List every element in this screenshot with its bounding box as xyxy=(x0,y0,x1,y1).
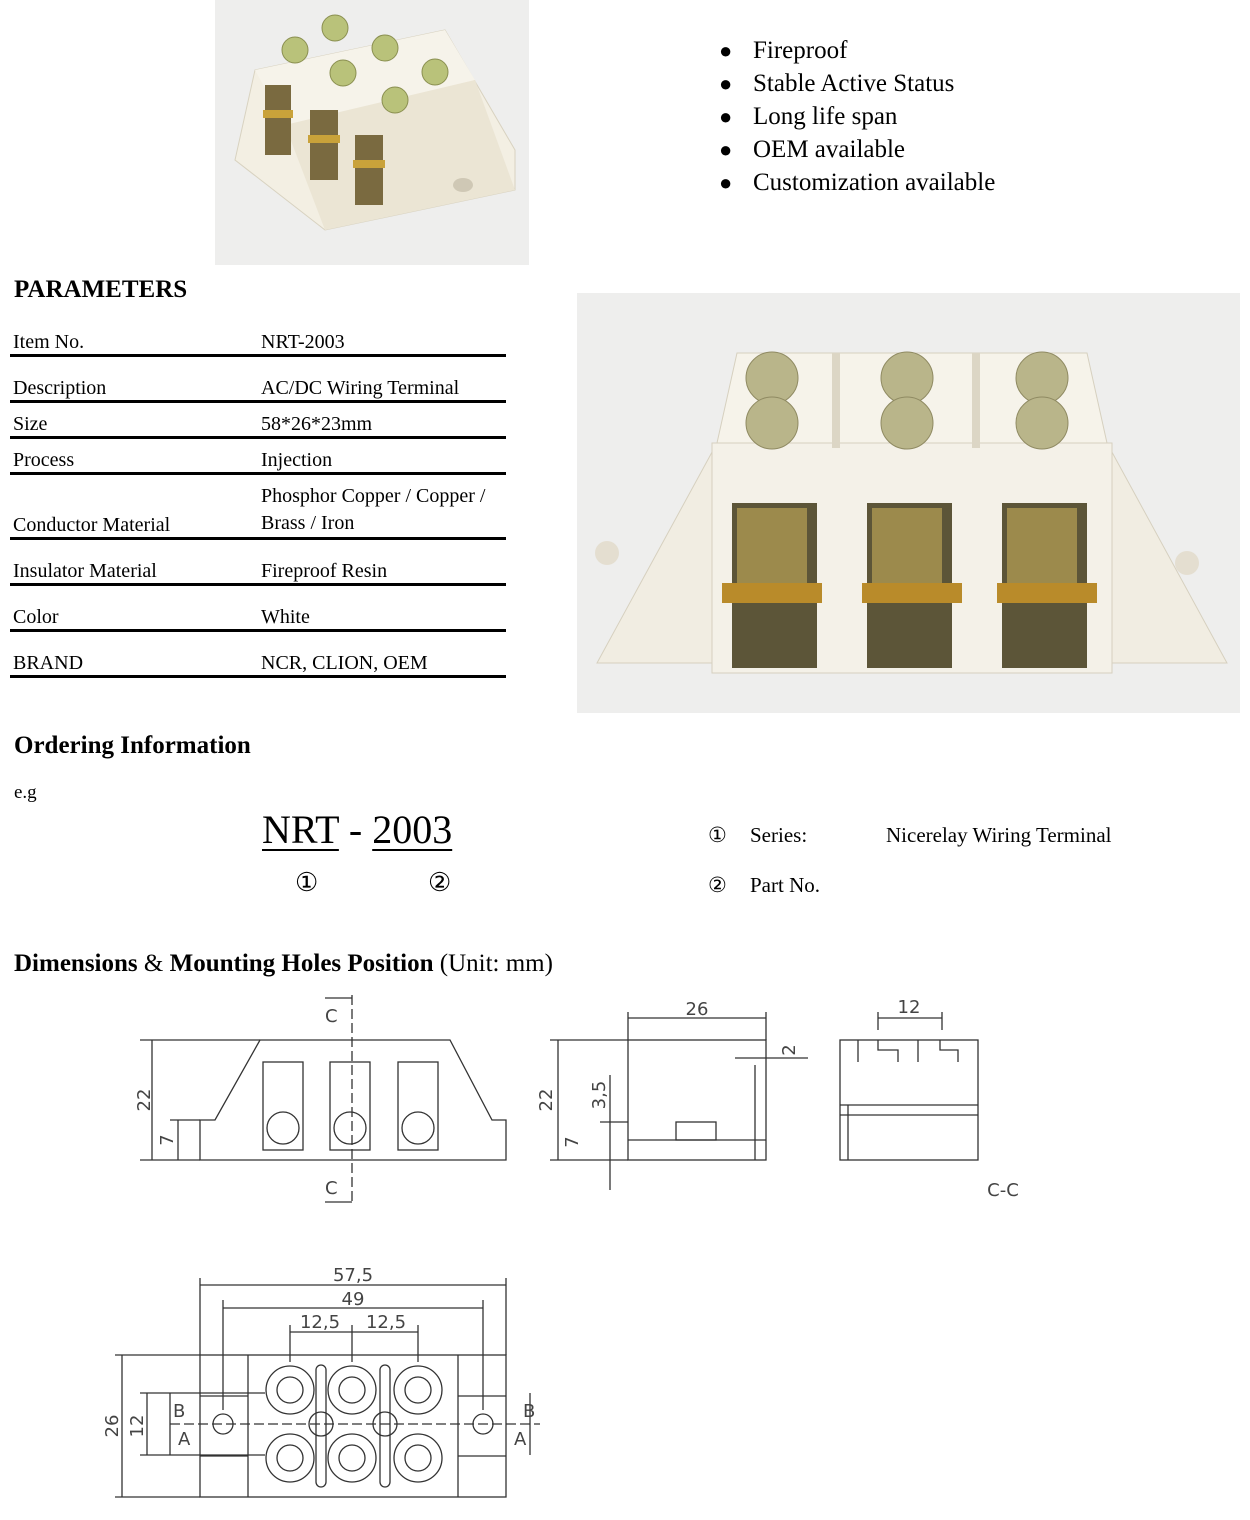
feature-item: ● Fireproof xyxy=(719,37,848,64)
side-height-label: 22 xyxy=(536,1088,557,1112)
example-label: e.g xyxy=(14,782,37,803)
code-series: NRT xyxy=(262,807,339,852)
parameters-heading: PARAMETERS xyxy=(14,276,188,303)
code-mark-1: ① xyxy=(295,868,319,897)
mark-a-right: A xyxy=(514,1429,527,1450)
product-photo-large xyxy=(577,293,1240,713)
table-row: Description AC/DC Wiring Terminal xyxy=(10,355,506,401)
top-pitch-right-label: 12,5 xyxy=(365,1312,407,1333)
front-height-label: 22 xyxy=(134,1088,155,1112)
legend-value-1: Nicerelay Wiring Terminal xyxy=(886,823,1112,847)
ordering-heading: Ordering Information xyxy=(14,732,251,759)
front-base-label: 7 xyxy=(157,1134,178,1146)
mark-a-left: A xyxy=(178,1429,191,1450)
mark-b-left: B xyxy=(173,1401,186,1422)
side-wall-label: 2 xyxy=(779,1044,800,1056)
feature-list xyxy=(715,34,995,199)
legend-mark-1: ① xyxy=(708,823,727,847)
section-mark-top: C xyxy=(325,1006,338,1027)
code-part-no: 2003 xyxy=(372,807,453,852)
feature-item: ● Stable Active Status xyxy=(719,70,955,97)
code-mark-2: ② xyxy=(428,868,452,897)
top-total-label: 57,5 xyxy=(332,1265,374,1286)
legend-mark-2: ② xyxy=(708,873,727,897)
table-row: BRAND NCR, CLION, OEM xyxy=(10,630,506,676)
legend-label-2: Part No. xyxy=(750,873,820,897)
dimensions-heading: Dimensions & Mounting Holes Position (Unit: mm) xyxy=(14,950,553,977)
top-depth-label: 26 xyxy=(102,1414,123,1438)
table-row: Conductor Material Phosphor Copper / Copper / Brass / Iron xyxy=(10,473,506,538)
side-width-label: 26 xyxy=(685,999,709,1020)
table-row: Color White xyxy=(10,584,506,630)
side-inner-label: 3,5 xyxy=(589,1080,610,1110)
legend-label-1: Series: xyxy=(750,823,808,847)
top-pitch-left-label: 12,5 xyxy=(299,1312,341,1333)
top-view xyxy=(115,1278,540,1497)
feature-item: ● Long life span xyxy=(719,103,898,130)
table-row: Item No. NRT-2003 xyxy=(10,322,506,355)
section-mark-bottom: C xyxy=(325,1178,338,1199)
feature-item: ● Customization available xyxy=(719,169,996,196)
side-base-label: 7 xyxy=(562,1136,583,1148)
table-row: Insulator Material Fireproof Resin xyxy=(10,538,506,584)
section-view-label: C-C xyxy=(987,1180,1019,1201)
feature-item: ● OEM available xyxy=(719,136,906,163)
mark-b-right: B xyxy=(523,1401,536,1422)
code-separator: - xyxy=(348,807,363,852)
front-view xyxy=(140,995,506,1205)
top-holes-label: 49 xyxy=(341,1289,365,1310)
top-inner-label: 12 xyxy=(127,1414,148,1438)
parameters-table xyxy=(10,322,506,678)
table-row: Size 58*26*23mm xyxy=(10,401,506,437)
dimension-drawing xyxy=(0,990,1250,1510)
order-code xyxy=(262,806,452,853)
table-row: Process Injection xyxy=(10,437,506,473)
product-photo-small xyxy=(215,0,529,265)
section-pitch-label: 12 xyxy=(897,997,921,1018)
section-view xyxy=(840,1012,978,1160)
